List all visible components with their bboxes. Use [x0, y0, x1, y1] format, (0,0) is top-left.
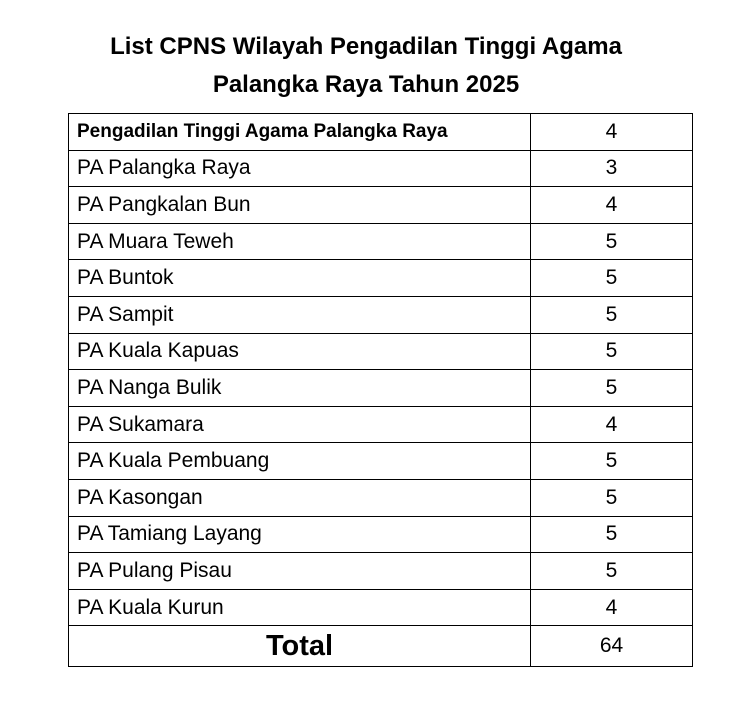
court-name-cell: PA Palangka Raya [69, 150, 531, 187]
count-cell: 4 [531, 589, 693, 626]
court-name-cell: PA Pangkalan Bun [69, 187, 531, 224]
table-row [69, 296, 693, 333]
court-name-cell: PA Kuala Kurun [69, 589, 531, 626]
table-row [69, 150, 693, 187]
court-name-cell: PA Kasongan [69, 479, 531, 516]
court-name-cell: PA Tamiang Layang [69, 516, 531, 553]
court-name-cell: PA Sukamara [69, 406, 531, 443]
count-cell: 5 [531, 479, 693, 516]
table-row [69, 333, 693, 370]
total-row [69, 626, 693, 667]
court-name-cell: PA Kuala Kapuas [69, 333, 531, 370]
court-name-cell: PA Buntok [69, 260, 531, 297]
count-cell: 5 [531, 260, 693, 297]
title-line-2: Palangka Raya Tahun 2025 [212, 71, 520, 98]
total-count: 64 [531, 626, 693, 667]
count-cell: 4 [531, 187, 693, 224]
table-row [69, 370, 693, 407]
court-name-cell: PA Muara Teweh [69, 223, 531, 260]
table-row [69, 589, 693, 626]
table-row [69, 223, 693, 260]
table-row [69, 479, 693, 516]
count-cell: 3 [531, 150, 693, 187]
court-name-cell: PA Kuala Pembuang [69, 443, 531, 480]
count-cell: 5 [531, 370, 693, 407]
table-row [69, 260, 693, 297]
page-title [0, 28, 732, 104]
count-cell: 5 [531, 516, 693, 553]
count-cell: 5 [531, 443, 693, 480]
court-name-cell: PA Sampit [69, 296, 531, 333]
court-name-cell: Pengadilan Tinggi Agama Palangka Raya [69, 114, 531, 151]
count-cell: 5 [531, 553, 693, 590]
count-cell: 5 [531, 223, 693, 260]
court-name-cell: PA Nanga Bulik [69, 370, 531, 407]
table-row [69, 443, 693, 480]
table-row [69, 553, 693, 590]
table-row [69, 187, 693, 224]
table-row [69, 406, 693, 443]
count-cell: 4 [531, 406, 693, 443]
cpns-table [68, 113, 693, 667]
count-cell: 5 [531, 333, 693, 370]
title-line-1: List CPNS Wilayah Pengadilan Tinggi Agama [110, 33, 622, 60]
table-row [69, 516, 693, 553]
court-name-cell: PA Pulang Pisau [69, 553, 531, 590]
total-label: Total [69, 626, 531, 667]
table-header-row [69, 114, 693, 151]
count-cell: 5 [531, 296, 693, 333]
count-cell: 4 [531, 114, 693, 151]
